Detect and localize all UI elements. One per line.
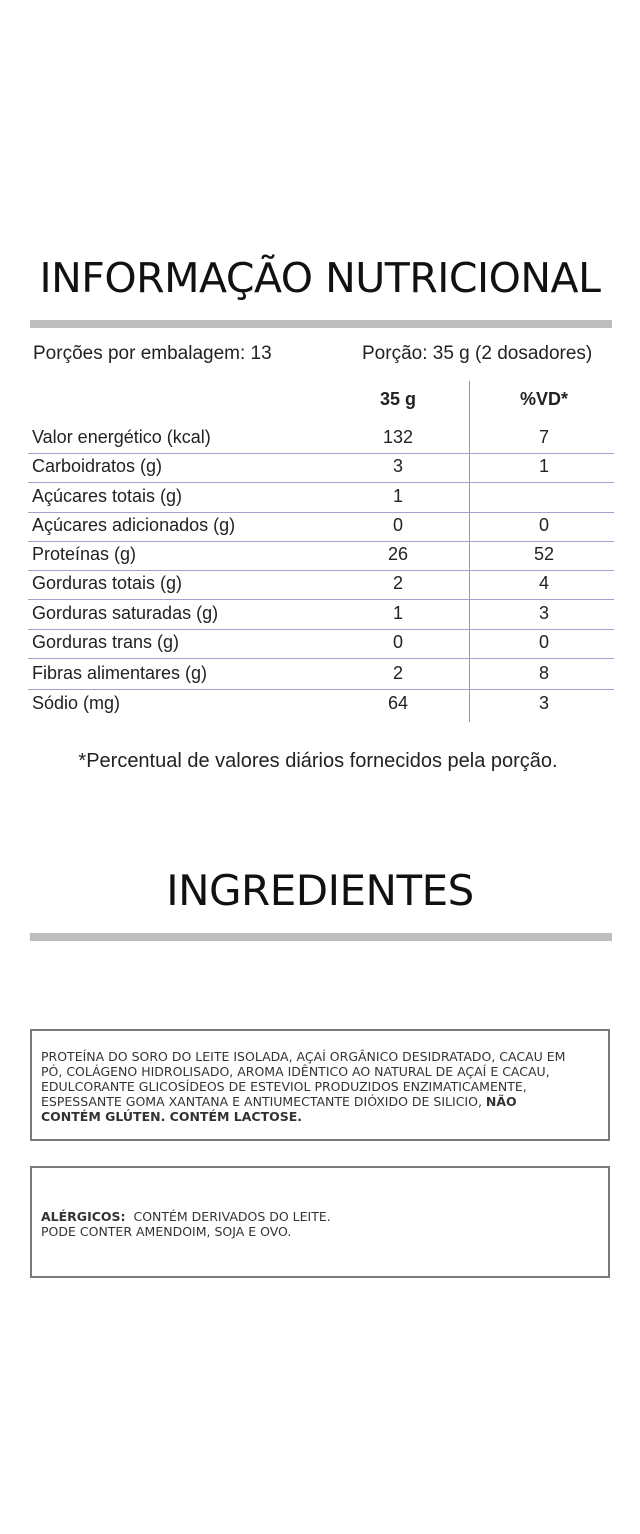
nutrient-daily-value: 0 bbox=[538, 515, 549, 535]
allergens-contains: CONTÉM DERIVADOS DO LEITE. bbox=[133, 1209, 331, 1224]
column-header-daily-value: %VD* bbox=[519, 389, 568, 409]
table-row bbox=[28, 599, 614, 630]
table-row bbox=[28, 540, 614, 571]
nutrient-name: Valor energético (kcal) bbox=[32, 427, 211, 447]
ingredients-title: INGREDIENTES bbox=[166, 866, 474, 915]
table-row bbox=[28, 452, 614, 483]
ingredients-divider bbox=[30, 933, 612, 941]
nutrient-name: Gorduras trans (g) bbox=[32, 632, 180, 652]
nutrient-amount: 2 bbox=[392, 663, 403, 683]
nutrient-daily-value: 0 bbox=[538, 632, 549, 652]
nutrient-amount: 3 bbox=[392, 456, 403, 476]
nutrient-name: Fibras alimentares (g) bbox=[32, 663, 208, 683]
daily-value-footnote: *Percentual de valores diários fornecidos pela porção. bbox=[78, 750, 558, 772]
nutrient-daily-value: 7 bbox=[538, 427, 549, 447]
nutrient-amount: 0 bbox=[392, 632, 403, 652]
nutrient-daily-value: 1 bbox=[538, 456, 549, 476]
nutrient-daily-value: 52 bbox=[533, 544, 555, 564]
nutrient-amount: 1 bbox=[392, 603, 403, 623]
ingredients-box bbox=[30, 1029, 610, 1141]
nutrient-name: Gorduras totais (g) bbox=[32, 573, 183, 593]
nutrient-daily-value: 3 bbox=[538, 603, 549, 623]
table-row bbox=[28, 569, 614, 600]
nutrient-amount: 2 bbox=[392, 573, 403, 593]
nutrient-name: Proteínas (g) bbox=[32, 544, 137, 564]
nutrient-daily-value: 4 bbox=[538, 573, 549, 593]
nutrient-name: Sódio (mg) bbox=[32, 693, 121, 713]
nutrient-name: Açúcares adicionados (g) bbox=[32, 515, 236, 535]
nutrient-amount: 132 bbox=[382, 427, 414, 447]
table-row bbox=[28, 423, 614, 454]
table-row bbox=[28, 511, 614, 542]
servings-per-package: Porções por embalagem: 13 bbox=[33, 343, 272, 364]
nutrient-name: Açúcares totais (g) bbox=[32, 486, 183, 506]
table-row bbox=[28, 628, 614, 659]
gluten-lactose-notice: NÃO CONTÉM GLÚTEN. CONTÉM LACTOSE. bbox=[41, 1094, 517, 1124]
allergens-may-contain: PODE CONTER AMENDOIM, SOJA E OVO. bbox=[41, 1224, 292, 1239]
column-header-amount: 35 g bbox=[379, 389, 417, 409]
nutrient-amount: 0 bbox=[392, 515, 403, 535]
nutrition-title: INFORMAÇÃO NUTRICIONAL bbox=[39, 254, 601, 302]
nutrient-name: Gorduras saturadas (g) bbox=[32, 603, 219, 623]
nutrient-name: Carboidratos (g) bbox=[32, 456, 163, 476]
table-row bbox=[28, 482, 614, 513]
table-row bbox=[28, 659, 614, 690]
nutrient-amount: 64 bbox=[387, 693, 409, 713]
nutrient-amount: 1 bbox=[392, 486, 403, 506]
allergens-box bbox=[30, 1166, 610, 1278]
portion-size: Porção: 35 g (2 dosadores) bbox=[362, 343, 593, 364]
nutrient-daily-value: 8 bbox=[538, 663, 549, 683]
title-divider bbox=[30, 320, 612, 328]
table-row bbox=[28, 689, 614, 719]
nutrient-amount: 26 bbox=[387, 544, 409, 564]
ingredients-text: PROTEÍNA DO SORO DO LEITE ISOLADA, AÇAÍ ORGÂNICO DESIDRATADO, CACAU EM PÓ, COLÁGENO HIDROLISADO, AROMA IDÊNTICO AO NATURAL DE AÇAÍ E CACAU, EDULCORANTE GLICOSÍDEOS DE ESTEVIOL PRODUZIDOS ENZIMATICAMENTE, ESPESSANTE GOMA XANTANA E ANTIUMECTANTE DIÓXIDO DE SILICIO, bbox=[41, 1049, 566, 1109]
allergens-label: ALÉRGICOS: bbox=[41, 1209, 126, 1224]
nutrient-daily-value: 3 bbox=[538, 693, 549, 713]
